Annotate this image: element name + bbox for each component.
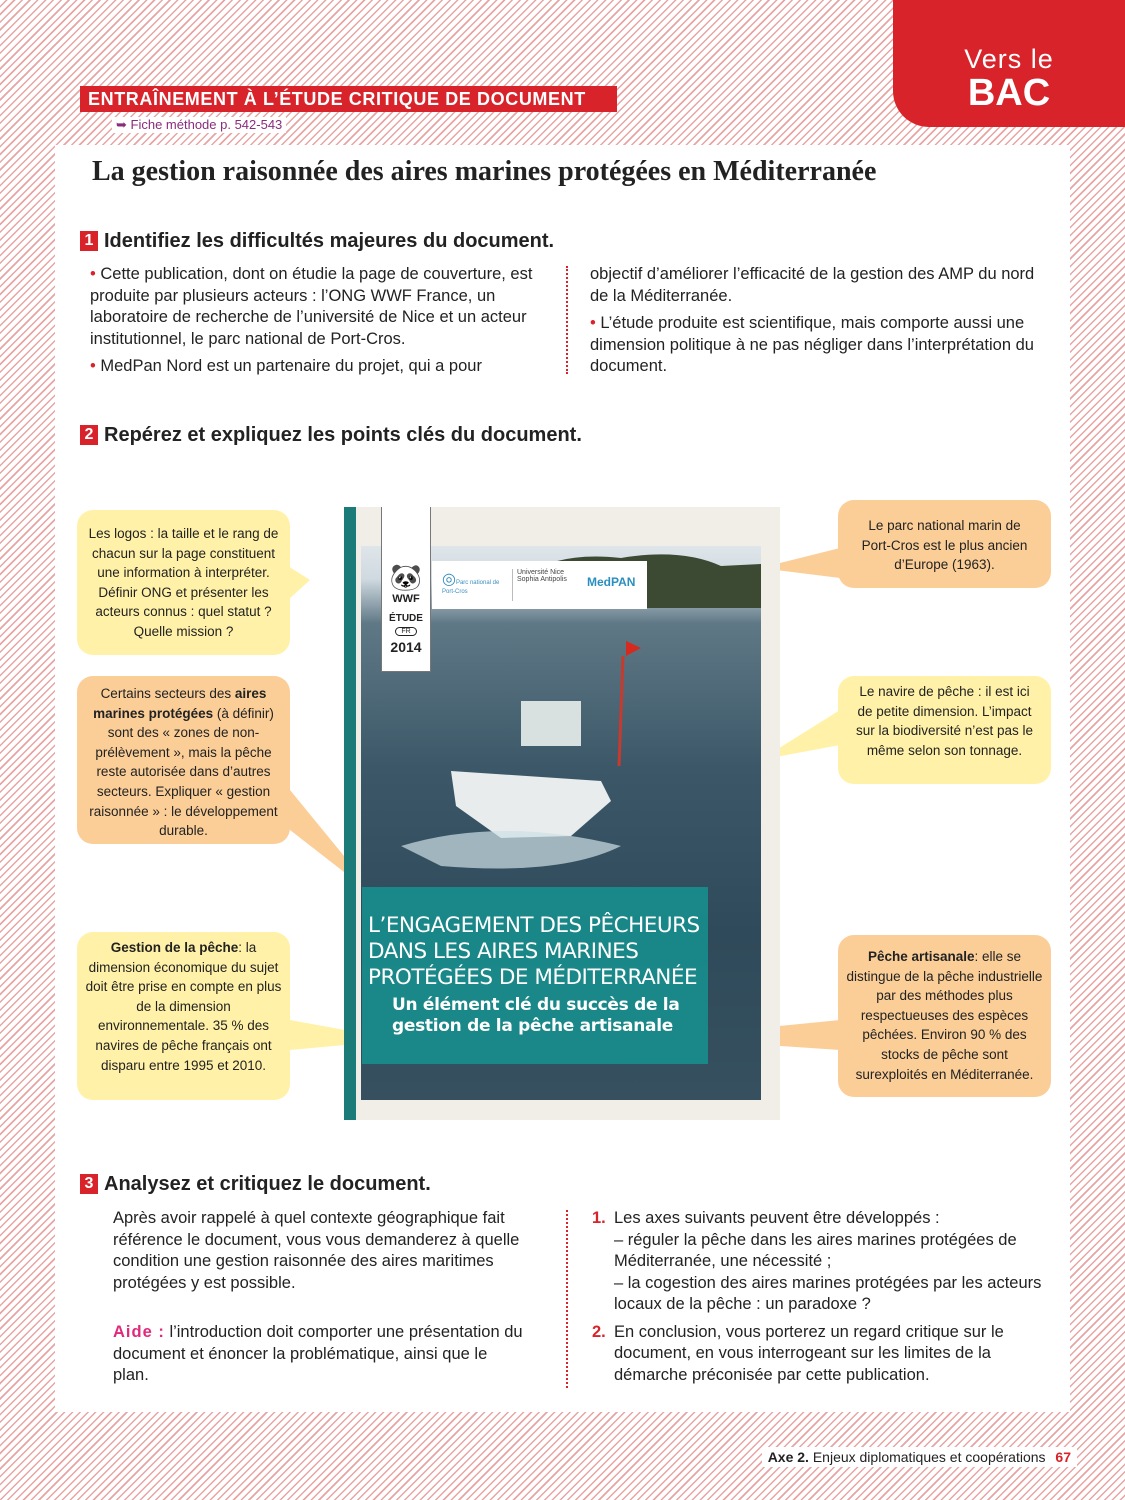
- callout-text: (à définir) sont des « zones de non-prélèvement », mais la pêche reste autorisée dans d’autres secteurs. Expliquer « gestion raisonnée » : le développement durable.: [89, 705, 278, 839]
- callout-bold: Pêche artisanale: [867, 949, 975, 964]
- arrow-icon: ➥: [116, 117, 131, 132]
- q3-right-column: [592, 1208, 1052, 1386]
- question-3-title: [80, 1173, 431, 1196]
- boat-mast: [619, 656, 623, 766]
- logo-unice: Université Nice Sophia Antipolis: [512, 569, 579, 601]
- question-text: Analysez et critiquez le document.: [104, 1173, 431, 1195]
- cover-subhead: Un élément clé du succès de la gestion de la pêche artisanale: [392, 995, 680, 1036]
- panda-icon: 🐼: [389, 562, 423, 592]
- q1-bullet-1: Cette publication, dont on étudie la page de couverture, est produite par plusieurs acteurs : l’ONG WWF France, un laboratoire de recherche de l’université de Nice et un acteur institutionnel, le parc national de Port-Cros.: [90, 265, 533, 348]
- item-number: 1.: [592, 1209, 606, 1227]
- section-banner: ENTRAÎNEMENT À L’ÉTUDE CRITIQUE DE DOCUMENT: [80, 86, 617, 112]
- wwf-label: WWF: [392, 593, 420, 605]
- callout-gestion: [77, 932, 290, 1100]
- callout-bold: aires marines protégées: [93, 686, 267, 721]
- page-footer: [762, 1447, 1077, 1467]
- spiral-icon: ◎: [442, 571, 456, 588]
- cover-title-box: [362, 887, 708, 1064]
- q1-right-column: objectif d’améliorer l’efficacité de la gestion des AMP du nord de la Méditerranée. • L’étude produite est scientifique, mais comporte aussi une dimension politique à ne pas négliger dans l’interprétation du document.: [590, 264, 1040, 384]
- item-number: 2.: [592, 1322, 606, 1341]
- callout-text: Certains secteurs des: [100, 686, 232, 701]
- callout-navire: Le navire de pêche : il est ici de petite dimension. L’impact sur la biodiversité n’est pas le même selon son tonnage.: [838, 676, 1051, 784]
- callout-parc: Le parc national marin de Port-Cros est le plus ancien d’Europe (1963).: [838, 500, 1051, 588]
- cover-teal-strip: [344, 507, 356, 1120]
- callout-text: : la dimension économique du sujet doit être prise en compte en plus de la dimension environnementale. 35 % des navires de pêche français ont disparu entre 1995 et 2010.: [85, 940, 282, 1073]
- cover-logos: [432, 561, 647, 609]
- boat-flag: [626, 641, 641, 656]
- callout-bold: Gestion de la pêche: [110, 940, 239, 955]
- question-text: Identifiez les difficultés majeures du document.: [104, 230, 555, 252]
- pointer-logos: [288, 566, 310, 600]
- year-label: 2014: [390, 639, 422, 655]
- question-number: 3: [80, 1174, 98, 1194]
- wake: [401, 831, 621, 869]
- q3-left-column: [113, 1208, 523, 1393]
- logo-portcros-label: Parc national de Port-Cros: [442, 580, 500, 595]
- fiche-label: Fiche méthode p. 542-543: [130, 117, 283, 132]
- page-number: 67: [1055, 1449, 1071, 1465]
- fr-label: FR: [395, 627, 417, 636]
- callout-text: : elle se distingue de la pêche industrielle par des méthodes plus respectueuses des espèces pêchées. Environ 90 % des stocks de pêche sont surexploités en Méditerranée.: [846, 949, 1043, 1082]
- q1-bullet-3: L’étude produite est scientifique, mais comporte aussi une dimension politique à ne pas négliger dans l’interprétation du document.: [590, 314, 1034, 375]
- q3-intro: Après avoir rappelé à quel contexte géographique fait référence le document, vous vous demanderez à quelle condition une gestion raisonnée des aires maritimes protégées y est possible.: [113, 1209, 520, 1292]
- item1-line-b: – réguler la pêche dans les aires marines protégées de Méditerranée, une nécessité ;: [614, 1230, 1017, 1270]
- page-title: La gestion raisonnée des aires marines protégées en Méditerranée: [92, 156, 877, 187]
- badge-line2: BAC: [967, 72, 1051, 114]
- question-number: 1: [80, 231, 98, 251]
- question-text: Repérez et expliquez les points clés du document.: [104, 424, 582, 446]
- boat-cabin: [521, 701, 581, 746]
- q1-bullet-2-cont: objectif d’améliorer l’efficacité de la gestion des AMP du nord de la Méditerranée.: [590, 265, 1035, 305]
- logo-portcros: [442, 569, 504, 601]
- item1-line-c: – la cogestion des aires marines protégées par les acteurs locaux de la pêche : un paradoxe ?: [614, 1273, 1042, 1313]
- aide-label: Aide :: [113, 1323, 165, 1341]
- callout-artisanale: [838, 935, 1051, 1097]
- callout-logos: Les logos : la taille et le rang de chacun sur la page constituent une information à interpréter. Définir ONG et présenter les acteurs connus : quel statut ? Quelle mission ?: [77, 510, 290, 655]
- question-number: 2: [80, 425, 98, 445]
- item1-line-a: Les axes suivants peuvent être développés :: [614, 1209, 940, 1227]
- cover-etude-tag: [381, 507, 431, 672]
- footer-label: Enjeux diplomatiques et coopérations: [812, 1449, 1046, 1465]
- boat-hull: [451, 771, 611, 838]
- footer-axe: Axe 2.: [767, 1449, 809, 1465]
- column-divider: [566, 1210, 568, 1388]
- callout-secteurs: [77, 676, 290, 844]
- q1-bullet-2: MedPan Nord est un partenaire du projet, qui a pour: [100, 357, 482, 375]
- logo-medpan: MedPAN: [587, 575, 636, 589]
- item2-text: En conclusion, vous porterez un regard critique sur le document, en vous interrogeant sur les limites de la démarche préconisée par cette publication.: [614, 1322, 1004, 1384]
- badge-line1: Vers le: [964, 44, 1054, 74]
- etude-label: ÉTUDE: [389, 613, 423, 624]
- aide-text: l’introduction doit comporter une présentation du document et énoncer la problématique, ainsi que le plan.: [113, 1323, 523, 1384]
- q1-left-column: • Cette publication, dont on étudie la page de couverture, est produite par plusieurs acteurs : l’ONG WWF France, un laboratoire de recherche de l’université de Nice et un acteur institutionnel, le parc national de Port-Cros. • MedPan Nord est un partenaire du projet, qui a pour: [90, 265, 533, 375]
- cover-headline: L’ENGAGEMENT DES PÊCHEURS DANS LES AIRES MARINES PROTÉGÉES DE MÉDITERRANÉE: [368, 913, 700, 990]
